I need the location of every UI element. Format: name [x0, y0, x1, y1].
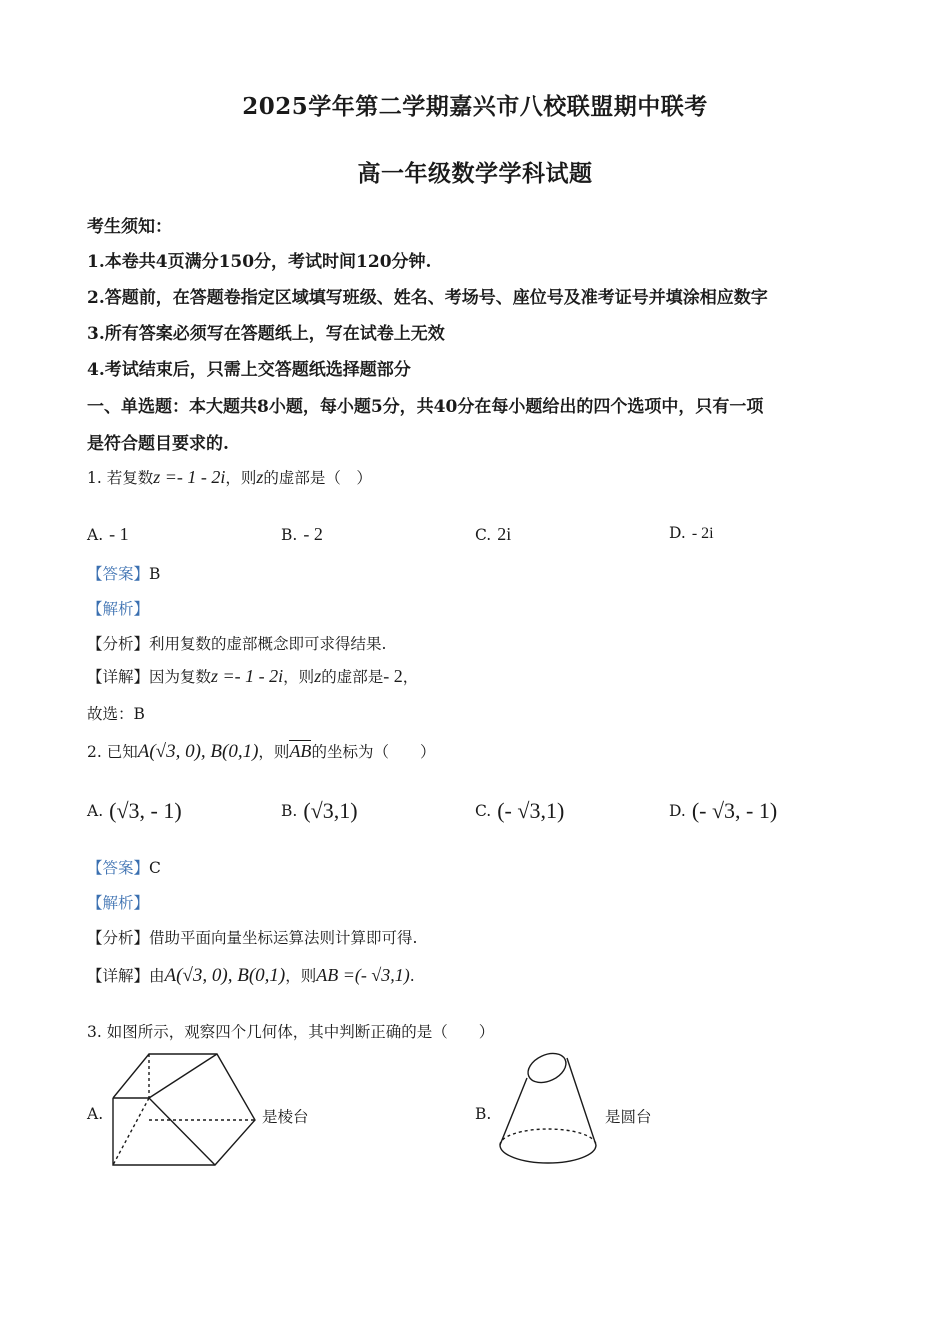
- notice-item-1: 1.本卷共4页满分150分，考试时间120分钟.: [87, 252, 432, 272]
- exam-subtitle: 高一年级数学学科试题: [357, 160, 593, 187]
- q1-option-d: D. - 2i: [669, 524, 714, 542]
- q2-option-b: B. (√3,1): [281, 798, 358, 823]
- q1-var: z: [256, 467, 264, 487]
- q1-suffix: 的虚部是（ ）: [263, 469, 372, 487]
- q1-analysis-tag: 【解析】: [87, 600, 150, 618]
- q3-figure-b-cone: [495, 1050, 603, 1168]
- q1-fenxi: 【分析】利用复数的虚部概念即可求得结果.: [87, 635, 387, 653]
- notice-item-2: 2.答题前，在答题卷指定区域填写班级、姓名、考场号、座位号及准考证号并填涂相应数字: [87, 288, 768, 308]
- q1-answer: 【答案】B: [87, 565, 161, 583]
- notice-heading: 考生须知：: [87, 217, 172, 237]
- notice-item-4: 4.考试结束后，只需上交答题纸选择题部分: [87, 360, 411, 380]
- q2-option-d: D. (- √3, - 1): [669, 798, 778, 823]
- notice-item-3: 3.所有答案必须写在答题纸上，写在试卷上无效: [87, 324, 445, 344]
- q2-vector: AB: [289, 741, 312, 761]
- q3-option-b-label: B.: [475, 1105, 492, 1123]
- q3-option-a-label: A.: [87, 1105, 104, 1123]
- q2-option-c: C. (- √3,1): [475, 798, 565, 823]
- section-heading-line2: 是符合题目要求的.: [87, 434, 229, 454]
- q1-detail-expr: z =- 1 - 2i: [211, 666, 284, 686]
- q1-expr: z =- 1 - 2i: [153, 467, 226, 487]
- exam-title: 2025学年第二学期嘉兴市八校联盟期中联考: [242, 93, 708, 120]
- q1-middle: ，则: [225, 469, 257, 487]
- q1-option-a: A. - 1: [87, 524, 129, 544]
- q3-option-a-text: 是棱台: [262, 1108, 309, 1126]
- q2-answer: 【答案】C: [87, 859, 161, 877]
- q3-stem: 3. 如图所示，观察四个几何体，其中判断正确的是（ ）: [87, 1023, 495, 1041]
- section-heading-line1: 一、单选题：本大题共8小题，每小题5分，共40分在每小题给出的四个选项中，只有一项: [87, 397, 764, 417]
- q1-stem: [87, 466, 372, 488]
- q1-detail: 【详解】因为复数z =- 1 - 2i，则z的虚部是- 2，: [87, 666, 419, 686]
- q3-option-b-text: 是圆台: [605, 1108, 652, 1126]
- q2-detail: 【详解】由A(√3, 0), B(0,1)，则AB =(- √3,1).: [87, 965, 415, 986]
- q2-detail-result: AB =(- √3,1): [316, 965, 410, 985]
- q2-expr: A(√3, 0), B(0,1): [137, 741, 259, 762]
- q2-stem: 2. 已知A(√3, 0), B(0,1)，则AB的坐标为（ ）: [87, 741, 436, 762]
- q1-option-b: B. - 2: [281, 524, 323, 544]
- q3-figure-a-prism: [105, 1048, 260, 1170]
- answer-tag: 【答案】: [87, 565, 150, 583]
- q1-prefix: 1. 若复数: [87, 469, 154, 487]
- q2-analysis-tag: 【解析】: [87, 894, 150, 912]
- q1-option-c: C. 2i: [475, 524, 512, 544]
- q1-conclusion: 故选：B: [87, 705, 145, 723]
- q2-fenxi: 【分析】借助平面向量坐标运算法则计算即可得.: [87, 929, 418, 947]
- q2-option-a: A. (√3, - 1): [87, 798, 182, 823]
